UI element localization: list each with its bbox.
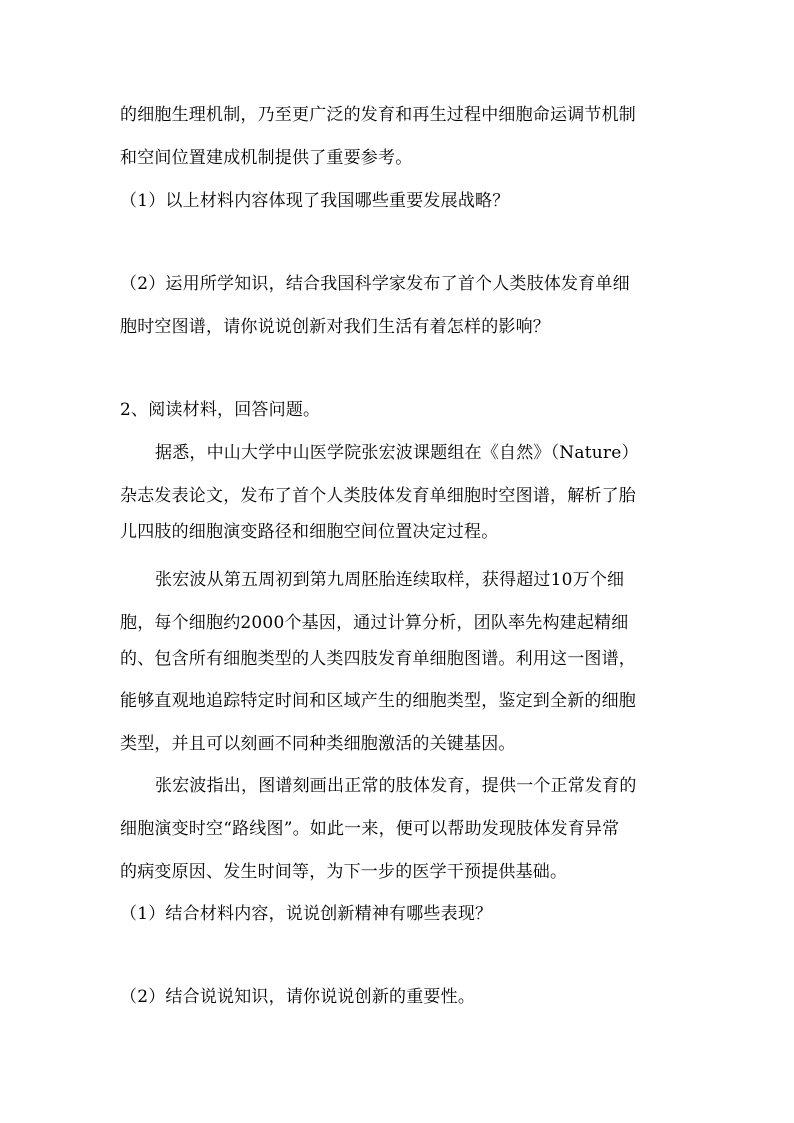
- paragraph-2-line-5: 类型，并且可以刻画不同种类细胞激活的关键基因。: [120, 734, 516, 754]
- question-1-2-line-1: （2）运用所学知识，结合我国科学家发布了首个人类肢体发育单细: [120, 274, 630, 294]
- paragraph-2-line-4: 能够直观地追踪特定时间和区域产生的细胞类型，鉴定到全新的细胞: [120, 691, 636, 711]
- paragraph-1-line-2: 杂志发表论文，发布了首个人类肢体发育单细胞时空图谱，解析了胎: [120, 486, 636, 506]
- paragraph-2-line-3: 的、包含所有细胞类型的人类四肢发育单细胞图谱。利用这一图谱，: [120, 649, 636, 669]
- paragraph-3-line-1: 张宏波指出，图谱刻画出正常的肢体发育，提供一个正常发育的: [155, 776, 637, 796]
- question-1-2-line-2: 胞时空图谱，请你说说创新对我们生活有着怎样的影响？: [120, 317, 550, 337]
- paragraph-2-line-1: 张宏波从第五周初到第九周胚胎连续取样，获得超过10万个细: [155, 570, 625, 590]
- paragraph-1-line-1: 据悉，中山大学中山医学院张宏波课题组在《自然》（Nature）: [155, 443, 639, 463]
- paragraph-3-line-3: 的病变原因、发生时间等，为下一步的医学干预提供基础。: [120, 862, 568, 882]
- intro-line-1: 的细胞生理机制，乃至更广泛的发育和再生过程中细胞命运调节机制: [120, 105, 636, 125]
- intro-line-2: 和空间位置建成机制提供了重要参考。: [120, 148, 413, 168]
- question-1-1: （1）以上材料内容体现了我国哪些重要发展战略？: [120, 191, 510, 211]
- paragraph-3-line-2: 细胞演变时空“路线图”。如此一来，便可以帮助发现肢体发育异常: [120, 819, 620, 839]
- paragraph-1-line-3: 儿四肢的细胞演变路径和细胞空间位置决定过程。: [120, 522, 499, 542]
- question-2-2: （2）结合说说知识，请你说说创新的重要性。: [120, 987, 476, 1007]
- question-2-1: （1）结合材料内容，说说创新精神有哪些表现？: [120, 904, 493, 924]
- paragraph-2-line-2: 胞，每个细胞约2000个基因，通过计算分析，团队率先构建起精细: [120, 613, 629, 633]
- section-2-title: 2、阅读材料，回答问题。: [120, 400, 321, 420]
